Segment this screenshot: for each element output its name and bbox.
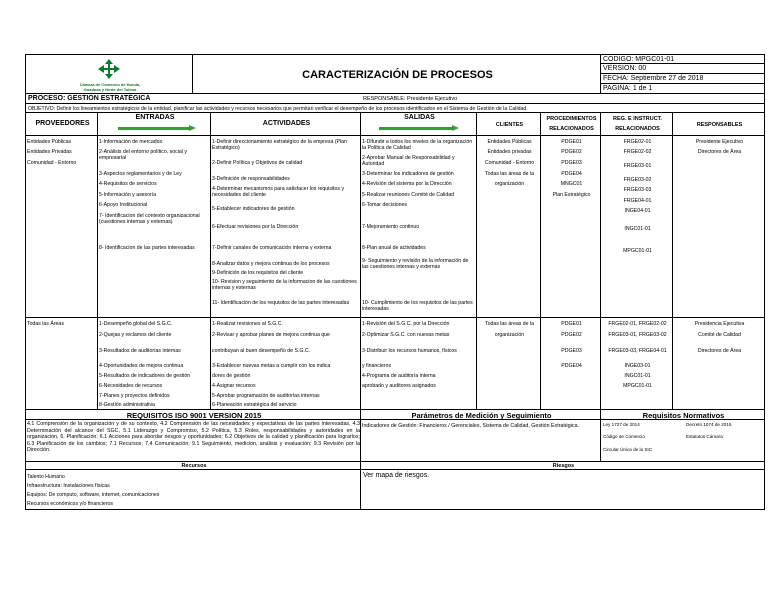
list-item: 5-Establecer indicadores de gestión	[212, 206, 295, 212]
list-item: 2-Revisar y aprobar planes de mejora continua que	[212, 332, 330, 338]
list-item: Entidades privadas	[487, 149, 532, 155]
col-registros	[600, 112, 673, 136]
list-item: 3-Determinar los indicadores de gestión	[362, 171, 454, 177]
logo-cell	[25, 54, 193, 94]
s2-entradas-cell	[97, 317, 211, 410]
list-item: 4-Oportunidades de mejora continua	[99, 363, 184, 369]
list-item: y financieros	[362, 363, 392, 369]
col-proveedores-label: PROVEEDORES	[35, 120, 90, 127]
s2-responsables-cell	[672, 317, 765, 410]
list-item: 10- Revision y seguimiento de la informacion de las cuestiones internas y externas	[212, 279, 357, 292]
page-title: CARACTERIZACIÓN DE PROCESOS	[302, 69, 493, 81]
list-item: Todas las áreas de la	[484, 171, 535, 177]
list-item: 6-Tomar decisiones	[362, 202, 407, 208]
list-item: 6-Necesidades de recursos	[99, 383, 163, 389]
list-item: 3-Definición de responsabilidades	[212, 176, 290, 182]
list-item: 5-Información y asesoría	[99, 192, 157, 198]
s1-proveedores-cell	[25, 135, 98, 318]
riesgos-title: Riesgos	[552, 463, 575, 469]
col-reg-label2: RELACIONADOS	[615, 126, 660, 132]
list-item: PDGE02	[561, 332, 582, 338]
parametros-text-cell	[360, 419, 601, 462]
list-item: 1-Revisión del S.G.C. por la Dirección	[362, 321, 450, 327]
col-reg-label1: REG. E INSTRUCT.	[613, 116, 662, 122]
col-proc-label1: PROCEDIMIENTOS	[546, 116, 597, 122]
list-item: 6-Planeación estratégica del servicio	[212, 402, 297, 408]
list-item: 3-Distribuir los recursos humanos, físicos	[362, 348, 457, 354]
list-item: 2-Definir Política y Objetivos de calidad	[212, 160, 303, 166]
list-item: 8-Gestión administrativa	[99, 402, 155, 408]
chamber-logo-icon	[96, 58, 122, 80]
version-text: VERSION: 00	[603, 65, 647, 72]
iso-title: REQUISITOS ISO 9001 VERSION 2015	[126, 411, 262, 420]
list-item: 4-Asignar recursos	[212, 383, 256, 389]
list-item: 5-Aprobar programación de auditorías internas	[212, 393, 320, 399]
list-item: PDGE02	[561, 149, 582, 155]
list-item: INGC01-01	[624, 373, 651, 379]
list-item: 2-Aprobar Manual de Responsabilidad y Autoridad	[362, 155, 455, 168]
list-item: 9- Seguimiento y revisión de la información de las cuestiones internas y externas	[362, 258, 469, 271]
list-item: 9-Definición de los requisitos del cliente	[212, 270, 304, 276]
list-item: organización	[494, 332, 525, 338]
entradas-arrow-icon	[118, 125, 196, 131]
list-item: FRGE03-02	[623, 177, 652, 183]
list-item: 8-Analizar datos y mejora continua de los procesos	[212, 261, 330, 267]
list-item: Infraestructura: Instalaciones físicas	[27, 483, 110, 489]
list-item: Recursos económicos y/o financieros	[27, 501, 113, 507]
list-item: FRGE03-01, FRGE03-02	[608, 332, 667, 338]
riesgos-text: Ver mapa de riesgos.	[363, 472, 430, 479]
s1-salidas-cell	[360, 135, 477, 318]
list-item: 3-Establecer nuevas metas a cumplir con los indica	[212, 363, 331, 369]
list-item: FRGE02-02	[623, 149, 652, 155]
list-item: Circular Única de la SIC	[603, 447, 653, 452]
list-item: 3-Resultados de auditorías internas	[99, 348, 181, 354]
list-item: Directores de Área	[697, 149, 742, 155]
list-item: PDGE01	[561, 321, 582, 327]
org-name-line2: Guaduas y Norte del Tolima	[83, 87, 137, 92]
list-item: 6-Apoyo Institucional	[99, 202, 148, 208]
list-item: Entidades Públicas	[487, 139, 532, 145]
codigo-text: CODIGO: MPGC01-01	[603, 56, 675, 63]
list-item: FRGE04-01	[623, 198, 652, 204]
list-item: PDGE03	[561, 160, 582, 166]
col-salidas	[360, 112, 477, 136]
list-item: FRGE02-01, FRGE02-02	[608, 321, 667, 327]
recursos-list-cell	[25, 469, 361, 510]
list-item: Entidades Públicas	[27, 139, 72, 145]
list-item: 4-Determinar mecanismos para satisfacer los requisitos y necesidades del cliente	[212, 186, 345, 199]
list-item: Todas las áreas de la	[484, 321, 535, 327]
list-item: 1-Información de mercados	[99, 139, 163, 145]
list-item: INGE04-01	[624, 208, 651, 214]
list-item: organización	[494, 181, 525, 187]
list-item: PDGE04	[561, 363, 582, 369]
list-item: 1-Difundir a todos los niveles de la organización la Política de Calidad	[362, 139, 473, 152]
s1-clientes-cell	[476, 135, 541, 318]
proceso-label: PROCESO: GESTION ESTRATÉGICA	[28, 95, 151, 102]
list-item: 11- Identificación de los requisitos de las partes interesadas	[212, 300, 350, 306]
col-procedimientos	[540, 112, 601, 136]
objetivo-text: OBJETIVO: Definir los lineamientos estratégicos de la entidad, planificar las actividades y recursos necesarios que permitan verificar el desempeño de los procesos identificados en el Sistema de Gestión de la Calidad.	[28, 105, 528, 112]
list-item: 4-Requisitos de servicios	[99, 181, 157, 187]
responsable-label: RESPONSABLE: Presidente Ejecutivo	[363, 96, 458, 102]
list-item: 1-Realizar revisiones al S.G.C.	[212, 321, 283, 327]
list-item: 8-Plan anual de actividades	[362, 245, 426, 251]
list-item: FRGE02-01	[623, 139, 652, 145]
list-item: 4-Revisión del sistema por la Dirección	[362, 181, 452, 187]
list-item: 7- Identificacion del contexto organizacional (cuestiones internas y externas)	[99, 213, 200, 226]
s1-registros-cell	[600, 135, 673, 318]
s1-procedimientos-cell	[540, 135, 601, 318]
pagina-text: PAGINA: 1 de 1	[603, 85, 653, 92]
list-item: aprobado y auditores asignados	[362, 383, 436, 389]
recursos-title: Recursos	[181, 463, 207, 469]
list-item: dores de gestión	[212, 373, 251, 379]
s2-registros-cell	[600, 317, 673, 410]
normativos-title: Requisitos Normativos	[642, 411, 725, 420]
list-item: Ley 1727 de 2014	[603, 422, 640, 427]
title-cell	[192, 54, 601, 94]
col-clientes-label: CLIENTES	[495, 122, 524, 128]
list-item: Talento Humano	[27, 474, 65, 480]
list-item: 5-Realizar reuniones Comité de Calidad	[362, 192, 454, 198]
list-item: INGC01-01	[624, 226, 651, 232]
col-actividades	[210, 112, 361, 136]
s1-responsables-cell	[672, 135, 765, 318]
list-item: 7-Definir canales de comunicación interna y externa	[212, 245, 332, 251]
list-item: FRGE03-03	[623, 187, 652, 193]
list-item: Equipos: De computo, software, internet, comunicaciones	[27, 492, 160, 498]
list-item: Todas las Áreas	[27, 321, 64, 327]
list-item: 10- Cumplimiento de los requisitos de las partes interesadas	[362, 300, 473, 313]
list-item: PDGE01	[561, 139, 582, 145]
list-item: 1-Definir direccionamiento estratégico de la empresa (Plan Estratégico)	[212, 139, 347, 152]
list-item: 3-Aspectos reglamentarios y de Ley	[99, 171, 182, 177]
riesgos-text-cell	[360, 469, 765, 510]
col-responsables-label: RESPONSABLES	[696, 122, 743, 128]
col-entradas-label: ENTRADAS	[135, 114, 175, 121]
col-actividades-label: ACTIVIDADES	[262, 120, 311, 127]
list-item: 7-Mejoramiento continuo	[362, 224, 420, 230]
col-entradas	[97, 112, 211, 136]
parametros-title: Parámetros de Medición y Seguimiento	[411, 411, 552, 420]
col-salidas-label: SALIDAS	[404, 114, 435, 121]
col-proc-label2: RELACIONADOS	[549, 126, 594, 132]
list-item: Presidente Ejecutivo	[695, 139, 744, 145]
list-item: PDGE04	[561, 171, 582, 177]
salidas-arrow-icon	[379, 125, 459, 131]
list-item: 2-Quejas y reclamos del cliente	[99, 332, 172, 338]
list-item: Comunidad - Entorno	[484, 160, 535, 166]
list-item: 2-Análisis del entorno político, social y empresarial	[99, 149, 187, 162]
list-item: 7-Planes y proyectos definidos	[99, 393, 170, 399]
s2-actividades-cell	[210, 317, 361, 410]
s2-clientes-cell	[476, 317, 541, 410]
list-item: PDGE03	[561, 348, 582, 354]
list-item: 8- Identificacion de las partes interesadas	[99, 245, 195, 251]
parametros-text: Indicadores de Gestión: Financieros / Gerenciales, Sistema de Calidad, Gestión Estratégica.	[362, 423, 579, 429]
col-clientes	[476, 112, 541, 136]
list-item: Entidades Privadas	[27, 149, 72, 155]
s2-salidas-cell	[360, 317, 477, 410]
list-item: Decreto 1074 de 2015	[686, 422, 732, 427]
list-item: Directores de Área	[697, 348, 742, 354]
normativos-text-cell	[600, 419, 765, 462]
list-item: FRGE03-01	[623, 163, 652, 169]
list-item: Código de Comercio	[603, 434, 645, 439]
list-item: 2-Optimizar S.G.C. con nuevas metas	[362, 332, 450, 338]
list-item: INGE03-01	[624, 363, 651, 369]
s1-actividades-cell	[210, 135, 361, 318]
list-item: Comunidad - Entorno	[27, 160, 77, 166]
list-item: MPGC01-01	[623, 248, 652, 254]
list-item: FRGE03-03, FRGE04-01	[608, 348, 667, 354]
list-item: 5-Resultados de indicadores de gestión	[99, 373, 191, 379]
list-item: MNGC01	[560, 181, 583, 187]
col-proveedores	[25, 112, 98, 136]
list-item: 6-Efectuar revisiones por la Dirección	[212, 224, 299, 230]
list-item: Comité de Calidad	[698, 332, 741, 338]
iso-text: 4.1 Comprensión de la organización y de su contexto, 4.2 Comprensión de las necesidades y expectativas de las partes interesadas, 4.3 Determinación del alcance del SGC, 5.1 Liderazgo y Compromiso, 5.2 Política, 5.3 Roles, responsabilidades y autoridades en la organización, 6. Planificación; 6.1 Acciones para abordar riesgos y oportunidades; 6.2 Objetivos de la calidad y planificación para lograrlos; 6.3 Planificación de los cambios; 7.1 Recursos; 7.4 Comunicación; 9.1 Seguimiento, medicion, análisis y evaluación; 9.3 Revisión por la Dirección.	[27, 421, 360, 453]
list-item: Presidencia Ejecutiva	[694, 321, 745, 327]
s2-procedimientos-cell	[540, 317, 601, 410]
list-item: Plan Estratégico	[552, 192, 591, 198]
list-item: contribuyan al buen desempeño de S.G.C.	[212, 348, 311, 354]
list-item: 1-Desempeño global del S.G.C.	[99, 321, 173, 327]
list-item: 4-Programa de auditoría interna	[362, 373, 436, 379]
iso-text-cell	[25, 419, 361, 462]
org-name-line1: Cámara de Comercio de Honda,	[79, 82, 141, 87]
list-item: MPGC01-01	[623, 383, 652, 389]
fecha-text: FECHA: Septiembre 27 de 2018	[603, 75, 704, 82]
s1-entradas-cell	[97, 135, 211, 318]
list-item: Estatutos Cámara	[686, 434, 723, 439]
col-responsables	[672, 112, 765, 136]
s2-proveedores-cell	[25, 317, 98, 410]
